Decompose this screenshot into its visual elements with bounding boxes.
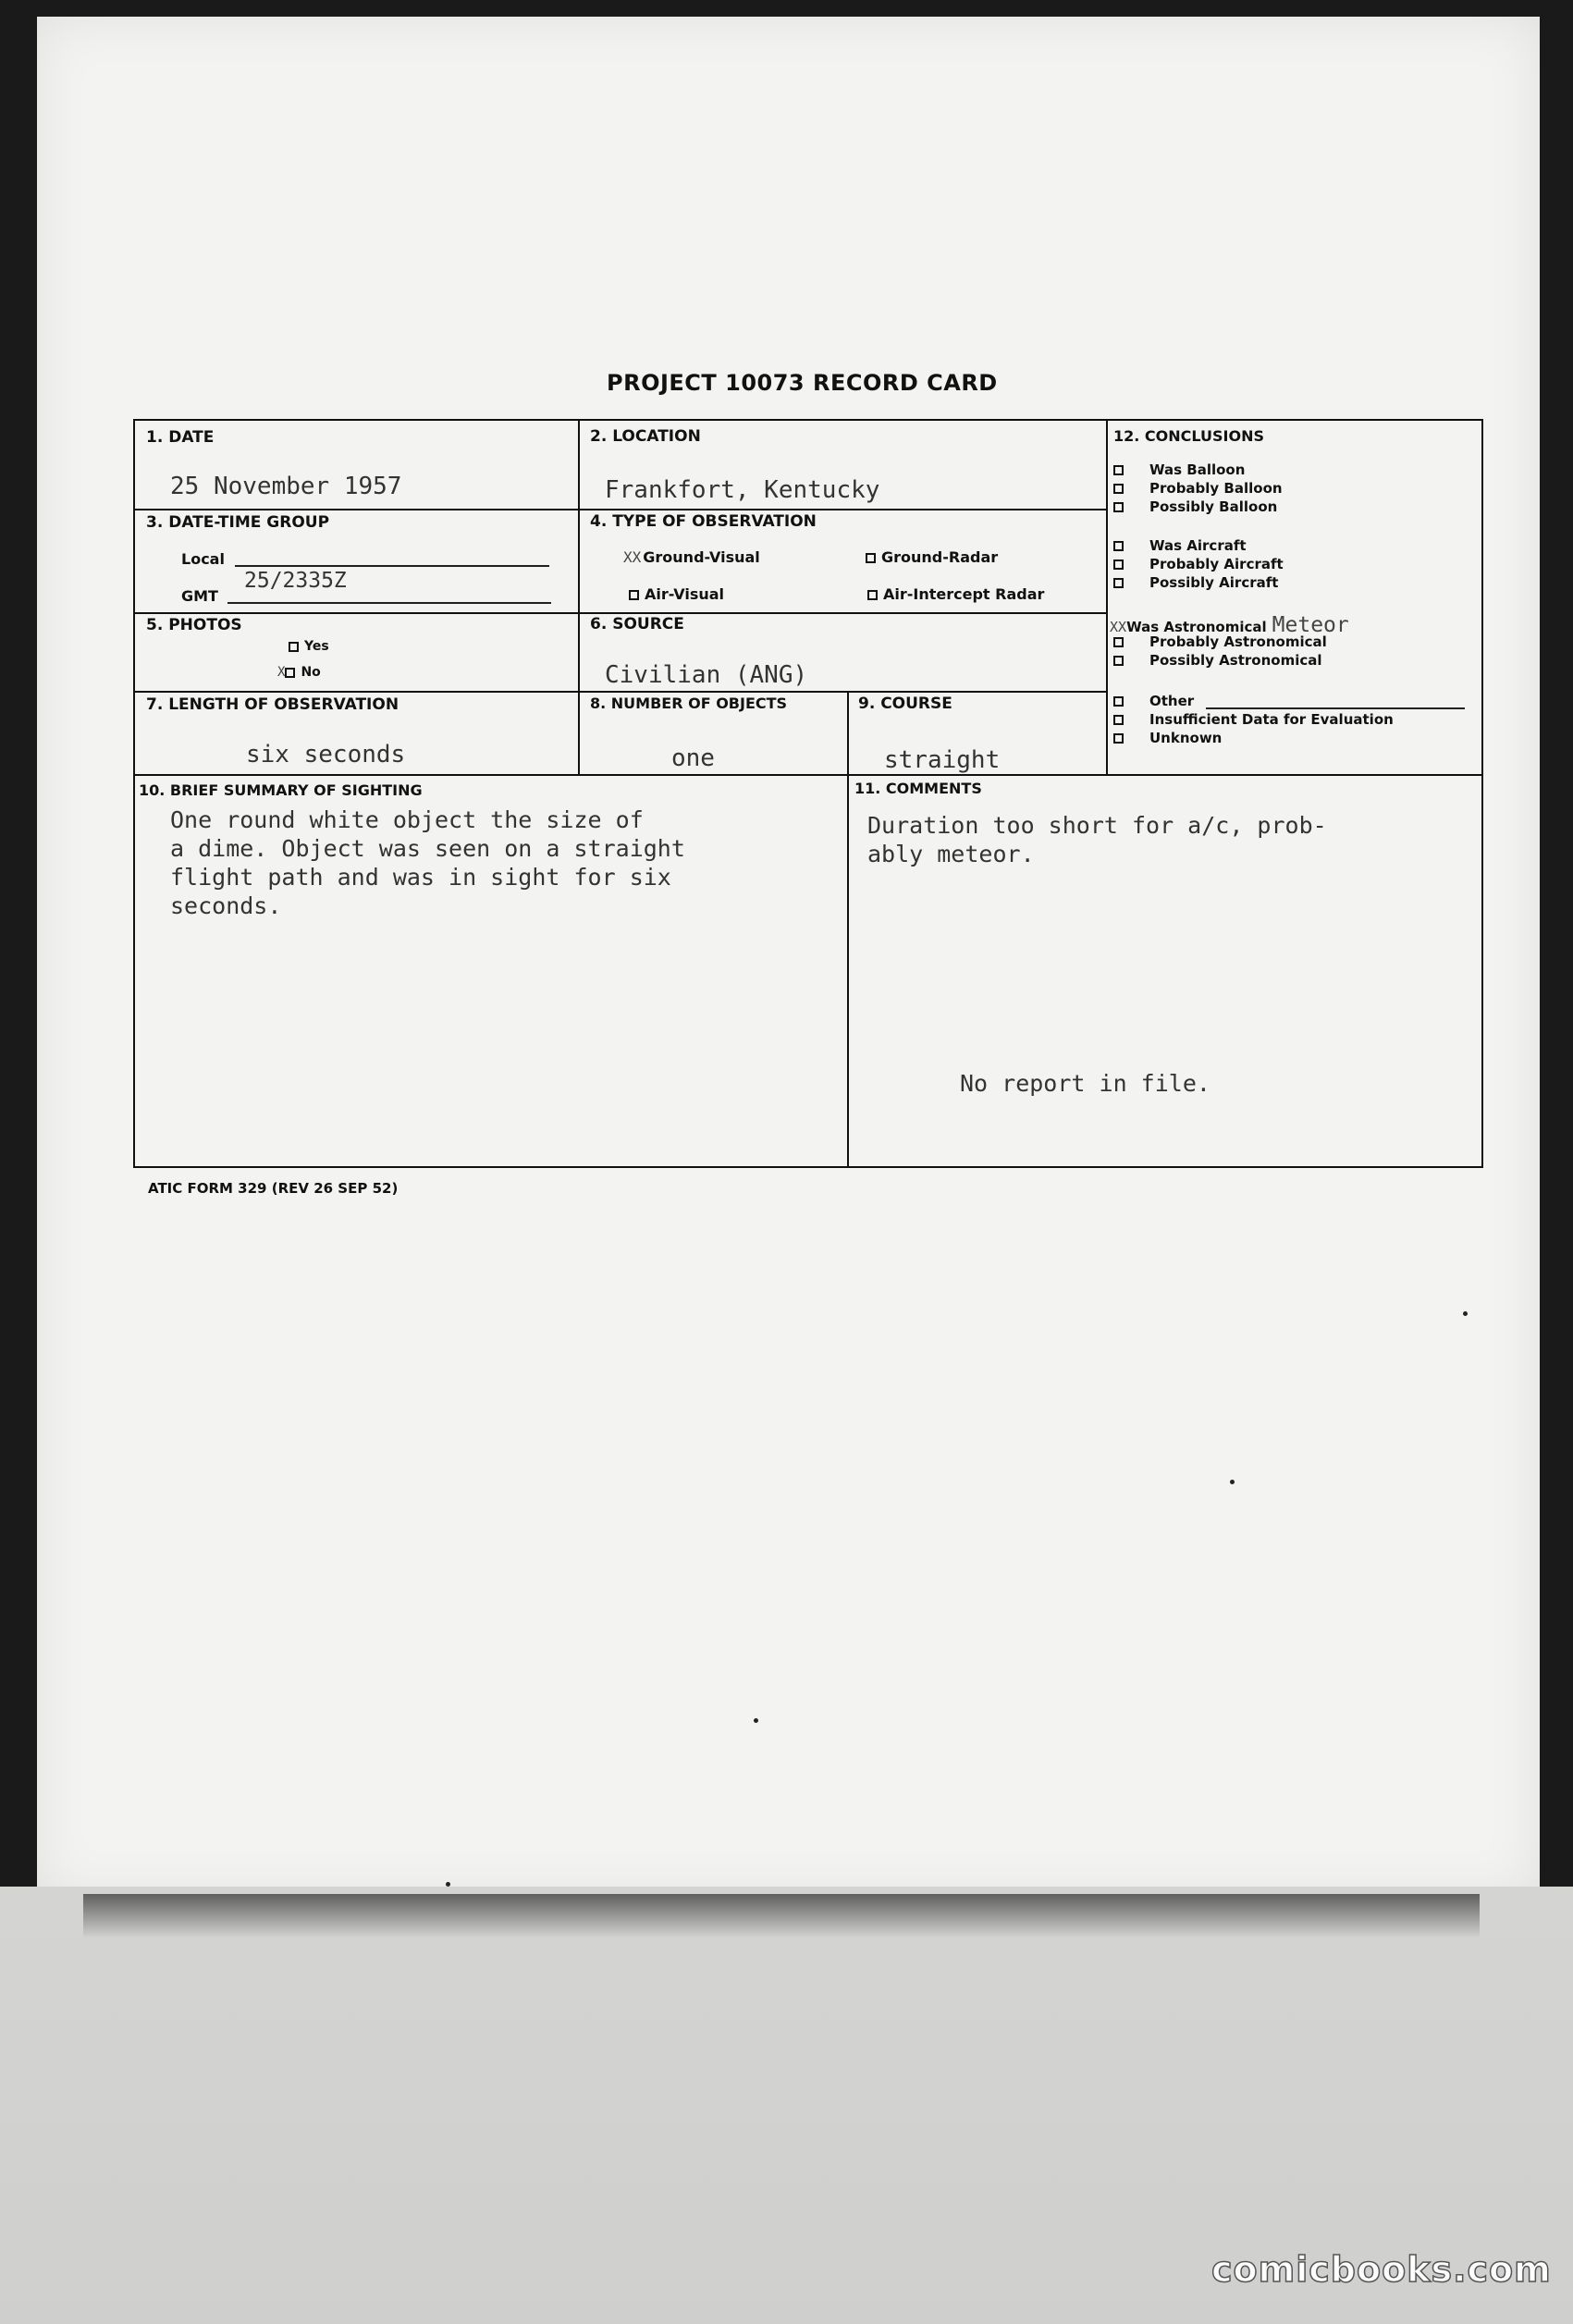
insufficient-data-option bbox=[1113, 711, 1394, 728]
conclusions-label: 12. CONCLUSIONS bbox=[1113, 427, 1264, 445]
was-balloon-checkbox-icon bbox=[1113, 465, 1124, 475]
probably-astronomical-option bbox=[1113, 633, 1327, 650]
was-astronomical-text: Was Astronomical bbox=[1126, 619, 1267, 635]
photos-yes-text: Yes bbox=[304, 639, 329, 654]
date-value: 25 November 1957 bbox=[170, 473, 402, 500]
possibly-astronomical-option bbox=[1113, 652, 1322, 669]
insufficient-data-text: Insufficient Data for Evaluation bbox=[1149, 711, 1394, 728]
scan-speck bbox=[1463, 1311, 1468, 1316]
was-balloon-option bbox=[1113, 461, 1245, 478]
number-of-objects-label: 8. NUMBER OF OBJECTS bbox=[590, 695, 788, 712]
possibly-balloon-checkbox-icon bbox=[1113, 502, 1124, 512]
possibly-balloon-option bbox=[1113, 498, 1277, 515]
source-label: 6. SOURCE bbox=[590, 615, 684, 633]
location-value: Frankfort, Kentucky bbox=[605, 476, 880, 504]
probably-balloon-text: Probably Balloon bbox=[1149, 480, 1283, 497]
probably-aircraft-checkbox-icon bbox=[1113, 559, 1124, 570]
course-label: 9. COURSE bbox=[858, 695, 952, 713]
summary-line: a dime. Object was seen on a straight bbox=[170, 835, 685, 862]
comments-line: ably meteor. bbox=[867, 841, 1035, 867]
unknown-text: Unknown bbox=[1149, 730, 1223, 746]
summary-line: seconds. bbox=[170, 892, 282, 919]
possibly-aircraft-text: Possibly Aircraft bbox=[1149, 574, 1279, 591]
possibly-aircraft-checkbox-icon bbox=[1113, 578, 1124, 588]
summary-label: 10. BRIEF SUMMARY OF SIGHTING bbox=[139, 781, 423, 799]
air-visual-option bbox=[629, 585, 724, 603]
gmt-underline bbox=[227, 602, 551, 604]
air-visual-text: Air-Visual bbox=[645, 585, 725, 603]
unknown-checkbox-icon bbox=[1113, 733, 1124, 744]
photos-no-option bbox=[277, 665, 321, 680]
ground-visual-text: Ground-Visual bbox=[643, 548, 760, 566]
ground-visual-mark: XX bbox=[623, 548, 642, 566]
probably-aircraft-option bbox=[1113, 556, 1284, 572]
ground-radar-checkbox-icon bbox=[866, 553, 876, 563]
probably-balloon-checkbox-icon bbox=[1113, 484, 1124, 494]
ground-radar-text: Ground-Radar bbox=[881, 548, 999, 566]
astronomical-note: Meteor bbox=[1272, 613, 1349, 637]
possibly-balloon-text: Possibly Balloon bbox=[1149, 498, 1278, 515]
insufficient-data-checkbox-icon bbox=[1113, 715, 1124, 725]
scan-speck bbox=[1230, 1480, 1235, 1484]
air-visual-checkbox-icon bbox=[629, 590, 639, 600]
form-identifier: ATIC FORM 329 (REV 26 SEP 52) bbox=[148, 1180, 399, 1197]
other-underline bbox=[1206, 707, 1465, 709]
scan-speck bbox=[446, 1882, 450, 1887]
course-value: straight bbox=[884, 746, 1001, 774]
photos-yes-option bbox=[289, 639, 329, 654]
record-card bbox=[133, 419, 1483, 1168]
comments-note: No report in file. bbox=[960, 1070, 1210, 1097]
source-value: Civilian (ANG) bbox=[605, 661, 808, 689]
photos-label: 5. PHOTOS bbox=[146, 616, 242, 634]
air-intercept-radar-checkbox-icon bbox=[867, 590, 878, 600]
was-balloon-text: Was Balloon bbox=[1149, 461, 1246, 478]
date-time-group-label: 3. DATE-TIME GROUP bbox=[146, 513, 330, 532]
photos-no-text: No bbox=[301, 665, 321, 680]
comments-label: 11. COMMENTS bbox=[854, 780, 982, 797]
other-text: Other bbox=[1149, 693, 1195, 709]
was-aircraft-text: Was Aircraft bbox=[1149, 537, 1247, 554]
air-intercept-radar-option bbox=[867, 585, 1044, 603]
length-of-observation-value: six seconds bbox=[246, 741, 406, 769]
probably-astronomical-checkbox-icon bbox=[1113, 637, 1124, 647]
length-of-observation-label: 7. LENGTH OF OBSERVATION bbox=[146, 695, 399, 714]
local-underline bbox=[235, 565, 549, 567]
watermark-logo: comicbooks.com bbox=[1211, 2249, 1552, 2290]
card-title: PROJECT 10073 RECORD CARD bbox=[607, 370, 998, 396]
location-label: 2. LOCATION bbox=[590, 427, 701, 446]
summary-line: flight path and was in sight for six bbox=[170, 864, 671, 891]
photos-yes-checkbox-icon bbox=[289, 642, 299, 652]
page-edge-shadow bbox=[83, 1894, 1480, 1938]
other-checkbox-icon bbox=[1113, 696, 1124, 707]
type-of-observation-label: 4. TYPE OF OBSERVATION bbox=[590, 512, 817, 531]
photos-no-checkbox-icon bbox=[285, 668, 295, 678]
probably-aircraft-text: Probably Aircraft bbox=[1149, 556, 1284, 572]
comments-text bbox=[867, 811, 1327, 868]
ground-radar-option bbox=[866, 548, 998, 566]
air-intercept-radar-text: Air-Intercept Radar bbox=[883, 585, 1045, 603]
was-aircraft-option bbox=[1113, 537, 1247, 554]
unknown-option bbox=[1113, 730, 1222, 746]
gmt-value: 25/2335Z bbox=[244, 569, 347, 593]
probably-astronomical-text: Probably Astronomical bbox=[1149, 633, 1327, 650]
photos-no-mark: X bbox=[277, 665, 286, 680]
possibly-astronomical-text: Possibly Astronomical bbox=[1149, 652, 1322, 669]
scan-speck bbox=[754, 1718, 758, 1723]
possibly-astronomical-checkbox-icon bbox=[1113, 656, 1124, 666]
possibly-aircraft-option bbox=[1113, 574, 1278, 591]
other-option bbox=[1113, 693, 1194, 709]
local-label: Local bbox=[181, 550, 225, 568]
summary-text bbox=[170, 805, 685, 920]
comments-line: Duration too short for a/c, prob- bbox=[867, 812, 1327, 839]
was-astronomical-mark: XX bbox=[1110, 619, 1127, 635]
probably-balloon-option bbox=[1113, 480, 1283, 497]
date-label: 1. DATE bbox=[146, 428, 215, 447]
summary-line: One round white object the size of bbox=[170, 806, 644, 833]
ground-visual-option bbox=[623, 548, 760, 566]
number-of-objects-value: one bbox=[671, 744, 715, 772]
was-aircraft-checkbox-icon bbox=[1113, 541, 1124, 551]
gmt-label: GMT bbox=[181, 587, 218, 605]
